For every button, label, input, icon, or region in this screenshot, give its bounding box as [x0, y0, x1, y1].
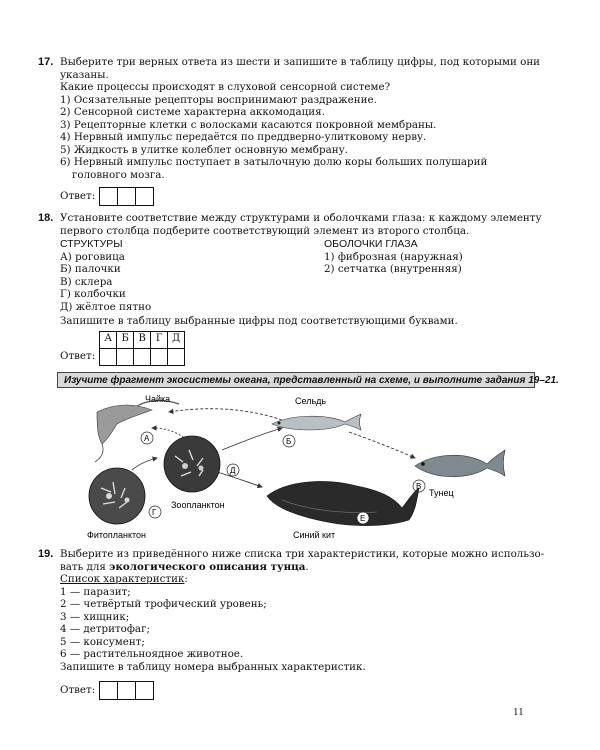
- label-zooplankton: Зоопланктон: [171, 500, 225, 510]
- q19-item: 2 — четвёртый трофический уровень;: [60, 598, 267, 610]
- question-17: [38, 56, 541, 206]
- question-18: [38, 212, 542, 366]
- q18-intro-line1: Установите соответствие между структурами и оболочками глаза: к каждому элементу: [60, 212, 542, 224]
- answer-cell[interactable]: [118, 682, 136, 699]
- answer-cell[interactable]: [100, 188, 118, 205]
- q17-option: 6) Нервный импульс поступает в затылочную долю коры больших полушарий головного мозга.: [60, 156, 488, 181]
- q17-answer-cells: [99, 187, 154, 206]
- letter-cell: Б: [117, 331, 134, 348]
- q18-columns: [60, 238, 540, 313]
- marker-b: Б: [286, 437, 292, 446]
- answer-cell[interactable]: [100, 682, 118, 699]
- q19-intro-line1: Выберите из приведённого ниже списка три характеристики, которые можно использо-: [60, 548, 545, 560]
- answer-cell[interactable]: [118, 188, 136, 205]
- q18-left-item: Д) жёлтое пятно: [60, 300, 152, 313]
- q19-intro-bold: экологического описания тунца: [109, 560, 306, 573]
- q19-intro-prefix: вать для: [60, 560, 110, 573]
- q19-instruction: Запишите в таблицу номера выбранных характеристик.: [60, 660, 366, 673]
- q19-intro-line2: [60, 561, 540, 574]
- q19-list-title: Список характеристик: [60, 573, 185, 585]
- arrow-herring-to-gull: [169, 409, 282, 420]
- q19-list-colon: :: [184, 573, 188, 585]
- question-19: [38, 548, 545, 700]
- answer-cell[interactable]: [136, 682, 153, 699]
- answer-cell[interactable]: [136, 188, 153, 205]
- question-17-number: 17.: [38, 56, 54, 68]
- marker-v: В: [416, 482, 422, 491]
- q18-answer-label: Ответ:: [60, 350, 96, 362]
- q19-intro-suffix: .: [305, 560, 309, 573]
- answer-cell[interactable]: [117, 348, 134, 365]
- q18-structures-column: [60, 238, 324, 313]
- q19-item: 5 — консумент;: [60, 635, 145, 648]
- marker-e: Е: [360, 514, 366, 523]
- page-number: 11: [513, 706, 524, 718]
- q18-shells-column: [324, 238, 463, 313]
- q18-instruction: Запишите в таблицу выбранные цифры под соответствующими буквами.: [60, 315, 458, 327]
- marker-d: Д: [230, 466, 236, 475]
- arrow-zoo-to-herring: [222, 428, 282, 450]
- q18-right-item: 1) фиброзная (наружная): [324, 250, 463, 263]
- q19-answer-row: [60, 681, 540, 700]
- q19-answer-label: Ответ:: [60, 684, 96, 697]
- q17-option: 1) Осязательные рецепторы воспринимают раздражение.: [60, 93, 377, 106]
- question-18-number: 18.: [38, 212, 54, 224]
- q17-intro-line2: указаны.: [60, 68, 109, 81]
- label-phytoplankton: Фитопланктон: [87, 530, 147, 540]
- q18-right-item: 2) сетчатка (внутренняя): [324, 263, 462, 275]
- arrow-herring-to-tuna: [349, 432, 415, 458]
- zooplankton-illustration: [164, 436, 220, 492]
- tuna-illustration: [415, 450, 505, 477]
- q18-answer-row: [60, 331, 540, 366]
- question-19-number: 19.: [38, 548, 54, 560]
- q18-left-item: В) склера: [60, 275, 113, 288]
- q18-intro-line2: первого столбца подберите соответствующий элемент из второго столбца.: [60, 224, 470, 237]
- label-tuna: Тунец: [429, 488, 454, 498]
- q17-question: Какие процессы происходят в слуховой сенсорной системе?: [60, 81, 391, 93]
- q19-item: 1 — паразит;: [60, 585, 131, 598]
- q19-item: 3 — хищник;: [60, 610, 130, 623]
- marker-g: Г: [152, 508, 157, 517]
- instruction-banner: Изучите фрагмент экосистемы океана, представленный на схеме, и выполните задания 19–21.: [57, 372, 535, 388]
- q18-left-item: А) роговица: [60, 250, 125, 263]
- q17-answer-label: Ответ:: [60, 190, 96, 203]
- q18-right-header: ОБОЛОЧКИ ГЛАЗА: [324, 238, 418, 250]
- letter-cell: Г: [151, 331, 168, 348]
- q18-left-item: Б) палочки: [60, 263, 121, 275]
- q18-left-header: СТРУКТУРЫ: [60, 238, 123, 250]
- herring-illustration: [272, 414, 361, 430]
- letter-cell: А: [100, 331, 117, 348]
- q17-answer-row: [60, 187, 540, 206]
- phytoplankton-illustration: [89, 468, 145, 524]
- letter-cell: Д: [168, 331, 185, 348]
- arrow-phyto-to-zoo: [132, 458, 157, 470]
- q18-answer-table: [99, 331, 185, 366]
- label-whale: Синий кит: [293, 530, 336, 540]
- q19-item: 6 — растительноядное животное.: [60, 648, 244, 660]
- q17-option: 3) Рецепторные клетки с волосками касаются покровной мембраны.: [60, 118, 437, 131]
- answer-cell[interactable]: [168, 348, 185, 365]
- q17-option: 4) Нервный импульс передаётся по преддверно-улитковому нерву.: [60, 131, 427, 143]
- letter-cell: В: [134, 331, 151, 348]
- label-herring: Сельдь: [295, 396, 327, 406]
- q18-left-item: Г) колбочки: [60, 288, 126, 300]
- whale-illustration: [267, 481, 422, 525]
- label-gull: Чайка: [145, 394, 171, 404]
- answer-cell[interactable]: [100, 348, 117, 365]
- q19-answer-cells: [99, 681, 154, 700]
- q17-option: 5) Жидкость в улитке колеблет основную мембрану.: [60, 143, 348, 156]
- q19-list-title-row: [60, 573, 540, 586]
- ocean-food-web-diagram: [57, 392, 537, 544]
- arrow-zoo-to-whale: [217, 472, 262, 487]
- answer-cell[interactable]: [151, 348, 168, 365]
- q17-intro-line1: Выберите три верных ответа из шести и запишите в таблицу цифры, под которыми они: [60, 56, 541, 68]
- answer-cell[interactable]: [134, 348, 151, 365]
- q19-item: 4 — детритофаг;: [60, 623, 150, 635]
- q17-option: 2) Сенсорной системе характерна аккомодация.: [60, 106, 325, 118]
- marker-a: А: [144, 434, 150, 443]
